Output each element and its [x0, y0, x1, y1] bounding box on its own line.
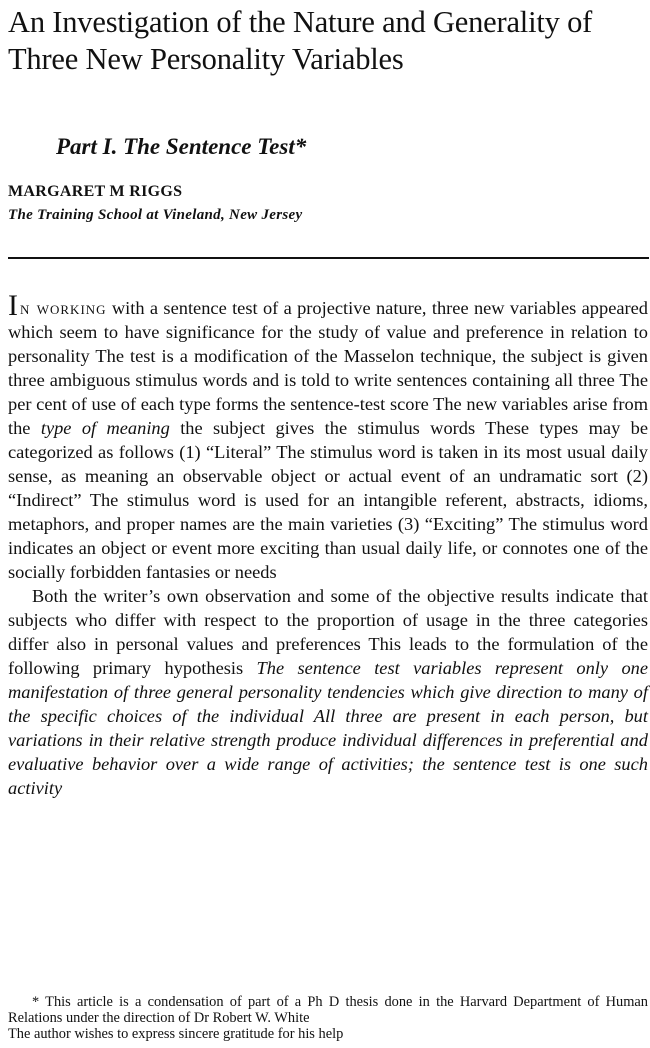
paragraph-1	[8, 289, 648, 584]
header-divider	[8, 257, 649, 259]
paragraph-1-text-a: with a sentence test of a projective nature, three new variables appeared which seem to have significance for the study of value and preference in relation to personality The test is a modification of the Masselon technique, the subject is given three ambiguous stimulus words and is told to write sentences containing all three The per cent of use of each type forms the sentence-test score The new variables arise from the	[8, 298, 648, 438]
lead-in-small-caps: n working	[20, 298, 107, 318]
footnote-line-1: * This article is a condensation of part of a Ph D thesis done in the Harvard Department of Human Relations under the direction of Dr Robert W. White	[8, 994, 648, 1026]
paragraph-1-text-b: the subject gives the stimulus words These types may be categorized as follows (1) “Literal” The stimulus word is taken in its most usual daily sense, as meaning an observable object or actual event of an undramatic sort (2) “Indirect” The stimulus word is used for an intangible referent, abstracts, idioms, metaphors, and proper names are the main varieties (3) “Exciting” The stimulus word indicates an object or event more exciting than usual daily life, or connotes one of the socially forbidden fantasies or needs	[8, 418, 648, 582]
footnote	[8, 994, 648, 1042]
hypothesis-italic: The sentence test variables represent only one manifestation of three general personality tendencies which give direction to many of the specific choices of the individual All three are present in each person, but variations in their relative strength produce individual differences in preferential and evaluative behavior over a wide range of activities; the sentence test is one such activity	[8, 658, 648, 798]
author-name: MARGARET M RIGGS	[8, 183, 183, 200]
paragraph-2	[8, 584, 648, 800]
paragraph-2-text: Both the writer’s own observation and some of the objective results indicate that subjects who differ with respect to the proportion of usage in the three categories differ also in personal values and preferences This leads to the formulation of the following primary hypothesis	[8, 586, 648, 678]
part-title: Part I. The Sentence Test*	[56, 134, 307, 159]
article-body	[8, 289, 648, 800]
drop-cap: I	[8, 289, 18, 322]
article-title: An Investigation of the Nature and Generality of Three New Personality Variables	[8, 5, 593, 76]
footnote-line-2: The author wishes to express sincere gratitude for his help	[8, 1026, 344, 1042]
paragraph-1-emphasis: type of meaning	[40, 418, 170, 438]
author-affiliation: The Training School at Vineland, New Jersey	[8, 207, 303, 223]
